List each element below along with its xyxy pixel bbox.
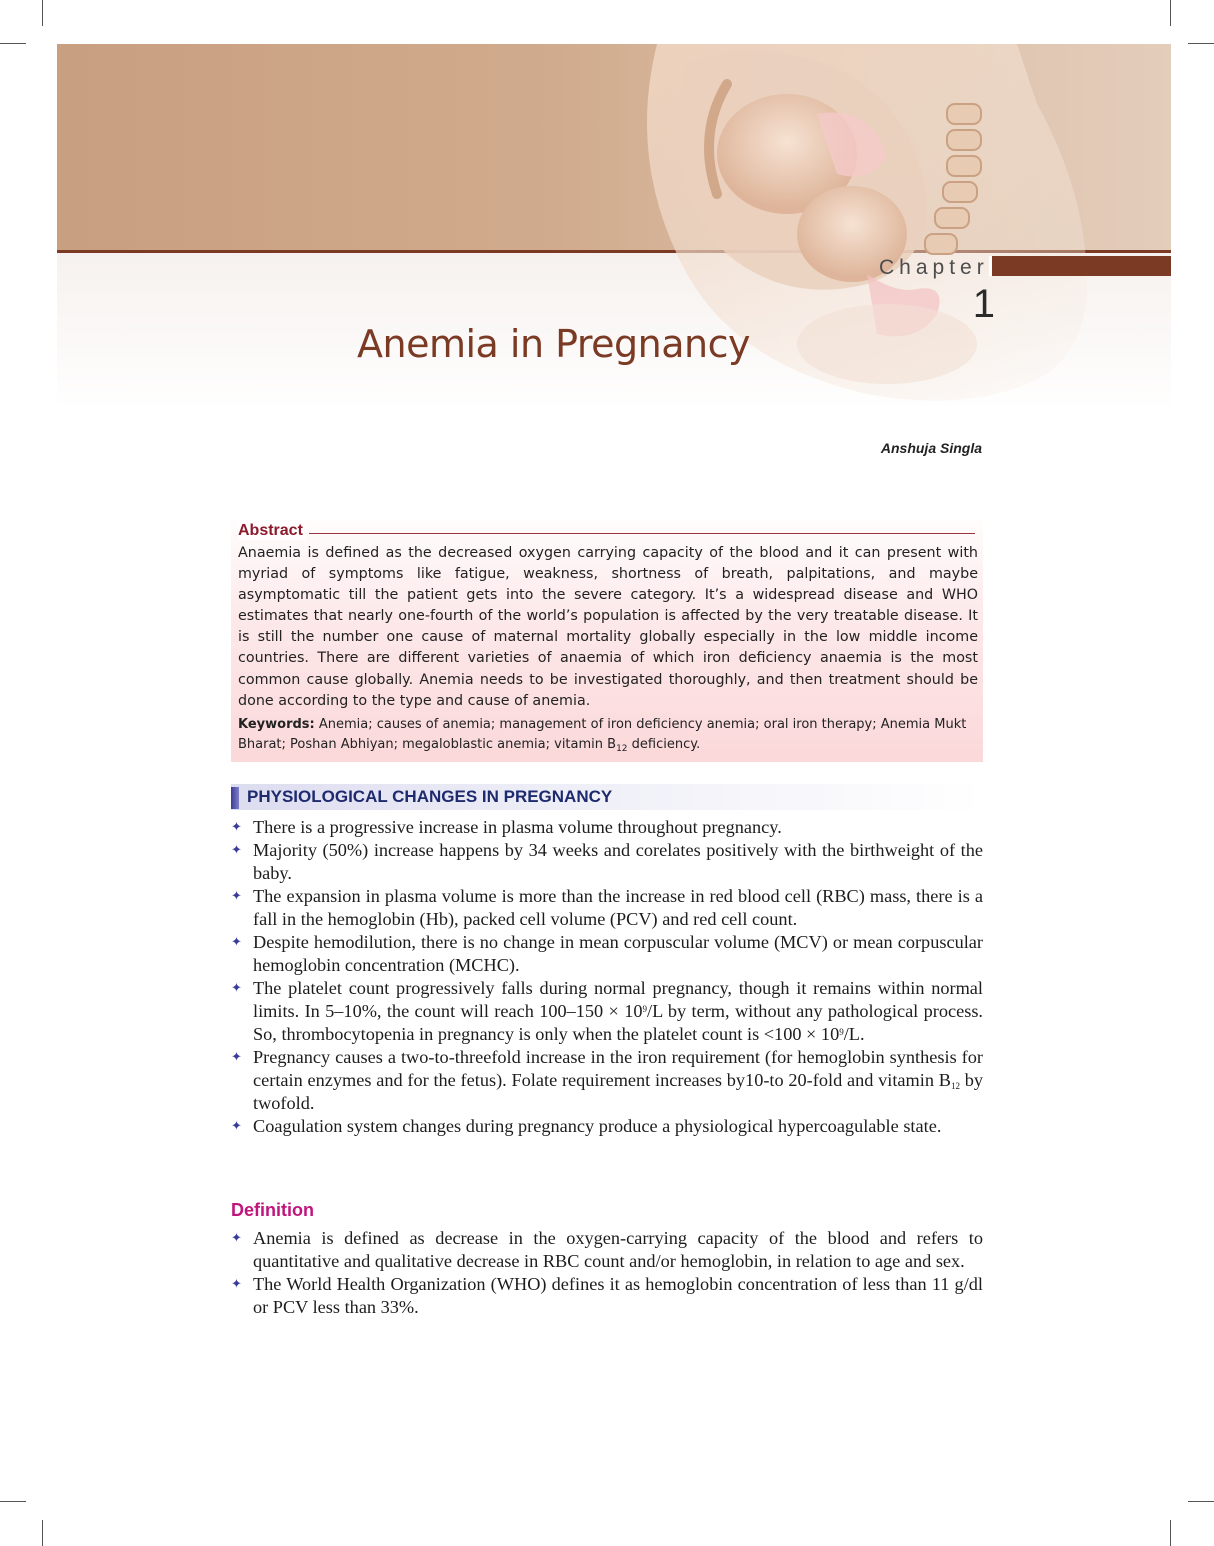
- crop-mark: [0, 1501, 26, 1502]
- chapter-label: Chapter: [879, 256, 989, 279]
- section-marker: [231, 787, 239, 809]
- bullet-text: Anemia is defined as decrease in the oxygen-carrying capacity of the blood and refers to quantitative and qualitative decrease in RBC count and/or hemoglobin, in relation to age and sex.: [253, 1228, 983, 1271]
- author-name: Anshuja Singla: [880, 440, 982, 456]
- abstract-body: Anaemia is defined as the decreased oxygen carrying capacity of the blood and it can present with myriad of symptoms like fatigue, weakness, shortness of breath, palpitations, and maybe asymptomatic till the patient gets into the severe category. It’s a widespread disease and WHO estimates that nearly one-fourth of the world’s population is affected by the very treatable disease. It is still the number one cause of maternal mortality globally especially in the low middle income countries. There are different varieties of anaemia of which iron deficiency anaemia is the most common cause globally. Anemia needs to be investigated thoroughly, and then treatment should be done according to the type and cause of anemia.: [238, 545, 978, 709]
- bullet-text: There is a progressive increase in plasma volume throughout pregnancy.: [253, 817, 782, 837]
- list-item: [231, 839, 983, 885]
- bullet-text: Coagulation system changes during pregnancy produce a physiological hypercoagulable state.: [253, 1116, 942, 1136]
- crop-mark: [42, 1520, 43, 1546]
- bullet-star-icon: ✦: [231, 935, 242, 950]
- list-item: [231, 1115, 983, 1138]
- crop-mark: [0, 43, 26, 44]
- abstract-keywords: [238, 715, 980, 755]
- bullet-text: Despite hemodilution, there is no change in mean corpuscular volume (MCV) or mean corpuscular hemoglobin concentration (MCHC).: [253, 932, 983, 975]
- bullet-text-part: by twofold.: [253, 1070, 983, 1113]
- definition-list: [231, 1227, 983, 1319]
- bullet-text-part: The platelet count progressively falls during normal pregnancy, though it remains within normal limits. In 5–10%, the count will reach 100–150 × 10: [253, 978, 983, 1021]
- bullet-star-icon: ✦: [231, 820, 242, 835]
- bullet-star-icon: ✦: [231, 981, 242, 996]
- crop-mark: [1188, 1501, 1214, 1502]
- list-item: [231, 1273, 983, 1319]
- keywords-text: Anemia; causes of anemia; management of iron deficiency anemia; oral iron therapy; Anemia Mukt Bharat; Poshan Abhiyan; megaloblastic anemia; vitamin B: [238, 717, 967, 752]
- superscript: 9: [642, 1004, 647, 1014]
- superscript: 9: [839, 1027, 844, 1037]
- crop-mark: [42, 0, 43, 26]
- bullet-star-icon: ✦: [231, 1277, 242, 1292]
- crop-mark: [1170, 0, 1171, 26]
- crop-mark: [1188, 43, 1214, 44]
- bullet-text: Majority (50%) increase happens by 34 weeks and corelates positively with the birthweight of the baby.: [253, 840, 983, 883]
- bullet-text: [253, 1047, 983, 1113]
- list-item: [231, 816, 983, 839]
- bullet-text: The World Health Organization (WHO) defines it as hemoglobin concentration of less than 11 g/dl or PCV less than 33%.: [253, 1274, 983, 1317]
- list-item: [231, 931, 983, 977]
- abstract-rule: [309, 533, 975, 534]
- bullet-star-icon: ✦: [231, 1050, 242, 1065]
- subscript: 12: [950, 1081, 960, 1091]
- abstract-box: [231, 519, 983, 762]
- bullet-text-part: Pregnancy causes a two-to-threefold increase in the iron requirement (for hemoglobin synthesis for certain enzymes and for the fetus). Folate requirement increases by10-to 20-fold and vitamin B: [253, 1047, 983, 1090]
- keywords-end: deficiency.: [627, 737, 701, 752]
- list-item: [231, 1046, 983, 1115]
- keywords-subscript: 12: [616, 744, 628, 754]
- section-title: PHYSIOLOGICAL CHANGES IN PREGNANCY: [247, 787, 613, 806]
- bullet-star-icon: ✦: [231, 843, 242, 858]
- bullet-text: [253, 978, 983, 1044]
- bullet-star-icon: ✦: [231, 1119, 242, 1134]
- chapter-bar: [989, 256, 1171, 276]
- list-item: [231, 1227, 983, 1273]
- physiological-changes-list: [231, 816, 983, 1138]
- list-item: [231, 977, 983, 1046]
- bullet-star-icon: ✦: [231, 1231, 242, 1246]
- keywords-label: Keywords:: [238, 717, 315, 732]
- bullet-text-part: /L.: [843, 1024, 865, 1044]
- chapter-number: 1: [972, 282, 995, 326]
- definition-heading: Definition: [231, 1200, 314, 1220]
- list-item: [231, 885, 983, 931]
- chapter-header: [57, 44, 1171, 410]
- crop-mark: [1170, 1520, 1171, 1546]
- section-heading-bar: [231, 784, 983, 810]
- chapter-title: Anemia in Pregnancy: [357, 322, 750, 366]
- bullet-star-icon: ✦: [231, 889, 242, 904]
- abstract-heading: Abstract: [238, 522, 307, 540]
- bullet-text: The expansion in plasma volume is more than the increase in red blood cell (RBC) mass, there is a fall in the hemoglobin (Hb), packed cell volume (PCV) and red cell count.: [253, 886, 983, 929]
- bullet-text-part: /L by term, without any pathological process. So, thrombocytopenia in pregnancy is only when the platelet count is <100 × 10: [253, 1001, 984, 1044]
